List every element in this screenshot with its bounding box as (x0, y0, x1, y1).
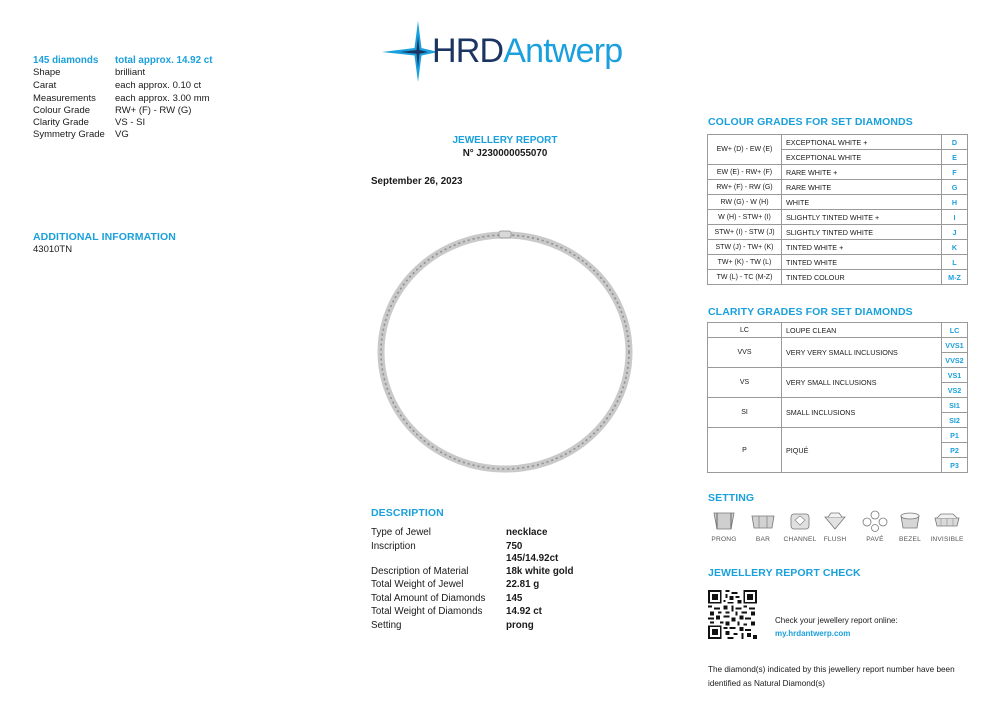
necklace-image (372, 226, 638, 478)
spec-value: each approx. 0.10 ct (115, 80, 202, 91)
logo-text-hrd: HRD (432, 32, 504, 70)
colour-code-cell: W (H) - STW+ (I) (708, 210, 782, 225)
colour-letter-cell: J (942, 225, 968, 240)
setting-caption: BEZEL (899, 536, 921, 543)
colour-grades-table (707, 134, 968, 285)
colour-code-cell: STW (J) - TW+ (K) (708, 240, 782, 255)
bezel-setting-icon (897, 510, 923, 532)
setting-pave (855, 510, 895, 543)
spec-value: VG (115, 129, 129, 140)
clarity-code-cell: VS (708, 368, 782, 398)
clarity-letter-cell: VVS2 (942, 353, 968, 368)
clarity-code-cell: VVS (708, 338, 782, 368)
setting-caption: PRONG (711, 536, 737, 543)
clarity-name-cell: VERY VERY SMALL INCLUSIONS (782, 338, 942, 368)
description-value: 18k white gold (506, 566, 574, 577)
description-label: Total Weight of Diamonds (371, 606, 483, 617)
setting-title: SETTING (708, 492, 755, 504)
report-date: September 26, 2023 (371, 176, 463, 187)
clarity-letter-cell: P2 (942, 443, 968, 458)
clarity-name-cell: SMALL INCLUSIONS (782, 398, 942, 428)
report-check-link[interactable]: my.hrdantwerp.com (775, 629, 851, 638)
clarity-name-cell: LOUPE CLEAN (782, 323, 942, 338)
clarity-letter-cell: LC (942, 323, 968, 338)
clarity-grades-title: CLARITY GRADES FOR SET DIAMONDS (708, 306, 913, 318)
description-label: Setting (371, 620, 402, 631)
colour-name-cell: EXCEPTIONAL WHITE + (782, 135, 942, 150)
description-value: necklace (506, 527, 548, 538)
clarity-letter-cell: VS2 (942, 383, 968, 398)
colour-name-cell: EXCEPTIONAL WHITE (782, 150, 942, 165)
prong-setting-icon (711, 510, 737, 532)
clarity-letter-cell: SI2 (942, 413, 968, 428)
report-check-text: Check your jewellery report online: (775, 616, 898, 625)
setting-bezel (890, 510, 930, 543)
setting-caption: CHANNEL (783, 536, 817, 543)
additional-info-value: 43010TN (33, 244, 73, 255)
description-value: 750 (506, 541, 523, 552)
clarity-name-cell: PIQUÉ (782, 428, 942, 473)
clarity-code-cell: SI (708, 398, 782, 428)
setting-bar (743, 510, 783, 543)
colour-letter-cell: L (942, 255, 968, 270)
colour-letter-cell: E (942, 150, 968, 165)
clarity-letter-cell: VVS1 (942, 338, 968, 353)
colour-code-cell: EW (E) - RW+ (F) (708, 165, 782, 180)
clarity-grades-table (707, 322, 968, 473)
description-label: Type of Jewel (371, 527, 431, 538)
setting-invisible (927, 510, 967, 543)
description-value: 14.92 ct (506, 606, 542, 617)
colour-code-cell: RW+ (F) - RW (G) (708, 180, 782, 195)
colour-name-cell: TINTED WHITE + (782, 240, 942, 255)
clarity-code-cell: LC (708, 323, 782, 338)
natural-diamond-note-line2: identified as Natural Diamond(s) (708, 679, 825, 688)
description-label: Inscription (371, 541, 416, 552)
spec-value: RW+ (F) - RW (G) (115, 105, 192, 116)
report-number: N° J230000055070 (462, 148, 548, 159)
spec-label: Shape (33, 67, 61, 78)
clarity-letter-cell: P3 (942, 458, 968, 473)
colour-grades-title: COLOUR GRADES FOR SET DIAMONDS (708, 116, 913, 128)
clarity-letter-cell: VS1 (942, 368, 968, 383)
spec-label: Carat (33, 80, 57, 91)
spec-label: Colour Grade (33, 105, 91, 116)
colour-letter-cell: K (942, 240, 968, 255)
additional-info-title: ADDITIONAL INFORMATION (33, 231, 176, 243)
colour-name-cell: WHITE (782, 195, 942, 210)
setting-channel (780, 510, 820, 543)
setting-caption: BAR (755, 536, 771, 543)
setting-flush (815, 510, 855, 543)
description-label: Description of Material (371, 566, 469, 577)
spec-value: brilliant (115, 67, 146, 78)
spec-value: each approx. 3.00 mm (115, 93, 210, 104)
setting-caption: INVISIBLE (930, 536, 964, 543)
clarity-name-cell: VERY SMALL INCLUSIONS (782, 368, 942, 398)
colour-code-cell: EW+ (D) - EW (E) (708, 135, 782, 165)
bar-setting-icon (750, 510, 776, 532)
colour-name-cell: TINTED WHITE (782, 255, 942, 270)
report-title: JEWELLERY REPORT (452, 135, 558, 146)
colour-code-cell: TW (L) - TC (M-Z) (708, 270, 782, 285)
description-value: 145/14.92ct (506, 553, 559, 564)
colour-letter-cell: I (942, 210, 968, 225)
report-check-title: JEWELLERY REPORT CHECK (708, 567, 861, 579)
clarity-code-cell: P (708, 428, 782, 473)
total-carat: total approx. 14.92 ct (115, 55, 213, 66)
spec-label: Measurements (33, 93, 96, 104)
colour-letter-cell: D (942, 135, 968, 150)
clarity-letter-cell: SI1 (942, 398, 968, 413)
colour-name-cell: SLIGHTLY TINTED WHITE (782, 225, 942, 240)
colour-name-cell: TINTED COLOUR (782, 270, 942, 285)
star-logo-icon (380, 18, 440, 84)
hrd-antwerp-logo (380, 18, 642, 84)
colour-code-cell: RW (G) - W (H) (708, 195, 782, 210)
description-value: prong (506, 620, 534, 631)
colour-letter-cell: F (942, 165, 968, 180)
spec-value: VS - SI (115, 117, 146, 128)
colour-letter-cell: H (942, 195, 968, 210)
description-label: Total Amount of Diamonds (371, 593, 486, 604)
setting-caption: FLUSH (823, 536, 847, 543)
channel-setting-icon (787, 510, 813, 532)
clarity-letter-cell: P1 (942, 428, 968, 443)
diamond-count: 145 diamonds (33, 55, 99, 66)
colour-code-cell: STW+ (I) - STW (J) (708, 225, 782, 240)
colour-name-cell: RARE WHITE + (782, 165, 942, 180)
colour-name-cell: RARE WHITE (782, 180, 942, 195)
logo-text-antwerp: Antwerp (503, 32, 623, 70)
setting-caption: PAVÉ (866, 536, 884, 543)
colour-letter-cell: G (942, 180, 968, 195)
description-label: Total Weight of Jewel (371, 579, 464, 590)
colour-name-cell: SLIGHTLY TINTED WHITE + (782, 210, 942, 225)
description-value: 22.81 g (506, 579, 540, 590)
description-value: 145 (506, 593, 523, 604)
natural-diamond-note-line1: The diamond(s) indicated by this jewellery report number have been (708, 665, 955, 674)
setting-prong (704, 510, 744, 543)
spec-label: Symmetry Grade (33, 129, 105, 140)
description-title: DESCRIPTION (371, 507, 444, 519)
clasp-icon (499, 231, 511, 238)
qr-code-icon[interactable] (708, 590, 757, 639)
spec-label: Clarity Grade (33, 117, 89, 128)
pave-setting-icon (860, 510, 890, 532)
colour-letter-cell: M-Z (942, 270, 968, 285)
flush-setting-icon (822, 510, 848, 532)
colour-code-cell: TW+ (K) - TW (L) (708, 255, 782, 270)
invisible-setting-icon (933, 510, 961, 532)
